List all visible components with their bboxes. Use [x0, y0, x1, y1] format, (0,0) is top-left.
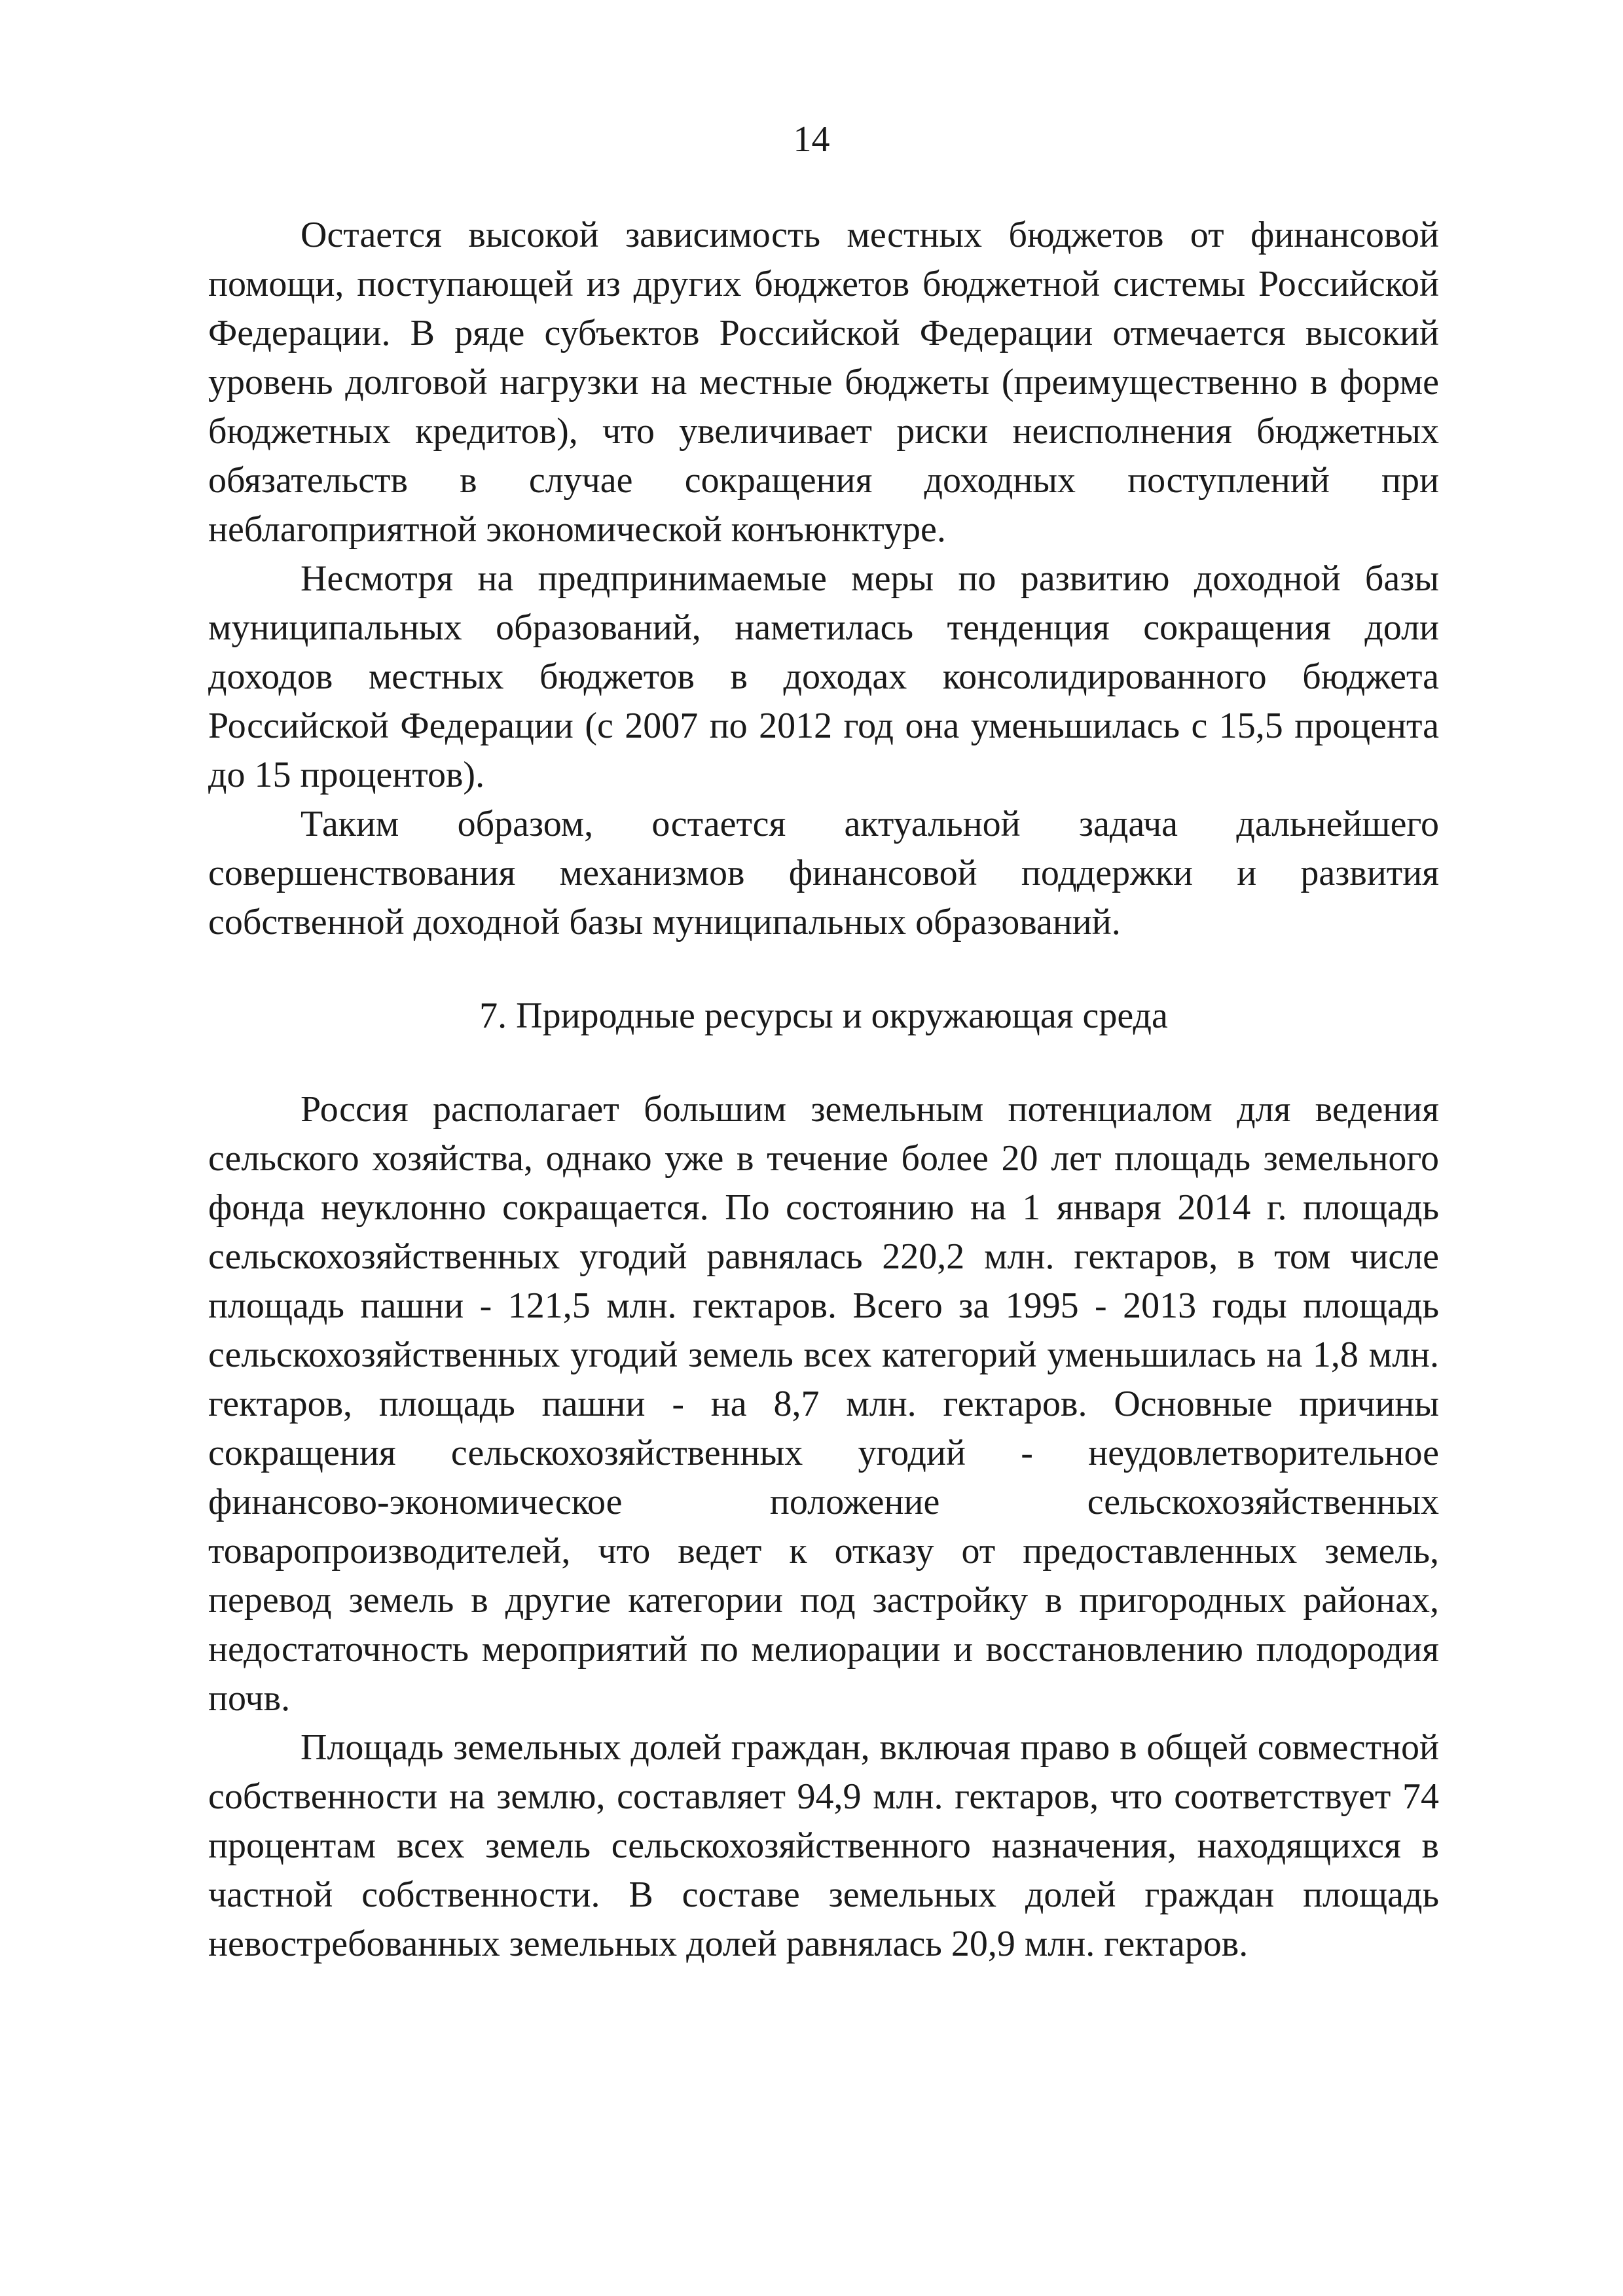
- page-number: 14: [793, 119, 830, 160]
- paragraph-municipal-revenue-trend: Несмотря на предпринимаемые меры по развитию доходной базы муниципальных образований, наметилась тенденция сокращения доли доходов местных бюджетов в доходах консолидированного бюджета Российской Федерации (с 2007 по 2012 год она уменьшилась с 15,5 процента до 15 процентов).: [208, 558, 1439, 795]
- paragraph-financial-support-task: Таким образом, остается актуальной задача дальнейшего совершенствования механизмов финансовой поддержки и развития собственной доходной базы муниципальных образований.: [208, 804, 1439, 942]
- paragraph-land-shares: Площадь земельных долей граждан, включая право в общей совместной собственности на землю, составляет 94,9 млн. гектаров, что соответствует 74 процентам всех земель сельскохозяйственного назначения, находящихся в частной собственности. В составе земельных долей граждан площадь невостребованных земельных долей равнялась 20,9 млн. гектаров.: [208, 1727, 1439, 1964]
- body-text: [208, 211, 1439, 1969]
- paragraph-local-budget-dependence: Остается высокой зависимость местных бюджетов от финансовой помощи, поступающей из других бюджетов бюджетной системы Российской Федерации. В ряде субъектов Российской Федерации отмечается высокий уровень долговой нагрузки на местные бюджеты (преимущественно в форме бюджетных кредитов), что увеличивает риски неисполнения бюджетных обязательств в случае сокращения доходных поступлений при неблагоприятной экономической конъюнктуре.: [208, 215, 1439, 550]
- paragraph-land-potential: Россия располагает большим земельным потенциалом для ведения сельского хозяйства, однако уже в течение более 20 лет площадь земельного фонда неуклонно сокращается. По состоянию на 1 января 2014 г. площадь сельскохозяйственных угодий равнялась 220,2 млн. гектаров, в том числе площадь пашни - 121,5 млн. гектаров. Всего за 1995 - 2013 годы площадь сельскохозяйственных угодий земель всех категорий уменьшилась на 1,8 млн. гектаров, площадь пашни - на 8,7 млн. гектаров. Основные причины сокращения сельскохозяйственных угодий - неудовлетворительное финансово-экономическое положение сельскохозяйственных товаропроизводителей, что ведет к отказу от предоставленных земель, перевод земель в другие категории под застройку в пригородных районах, недостаточность мероприятий по мелиорации и восстановлению плодородия почв.: [208, 1089, 1439, 1719]
- section-heading: 7. Природные ресурсы и окружающая среда: [479, 996, 1168, 1036]
